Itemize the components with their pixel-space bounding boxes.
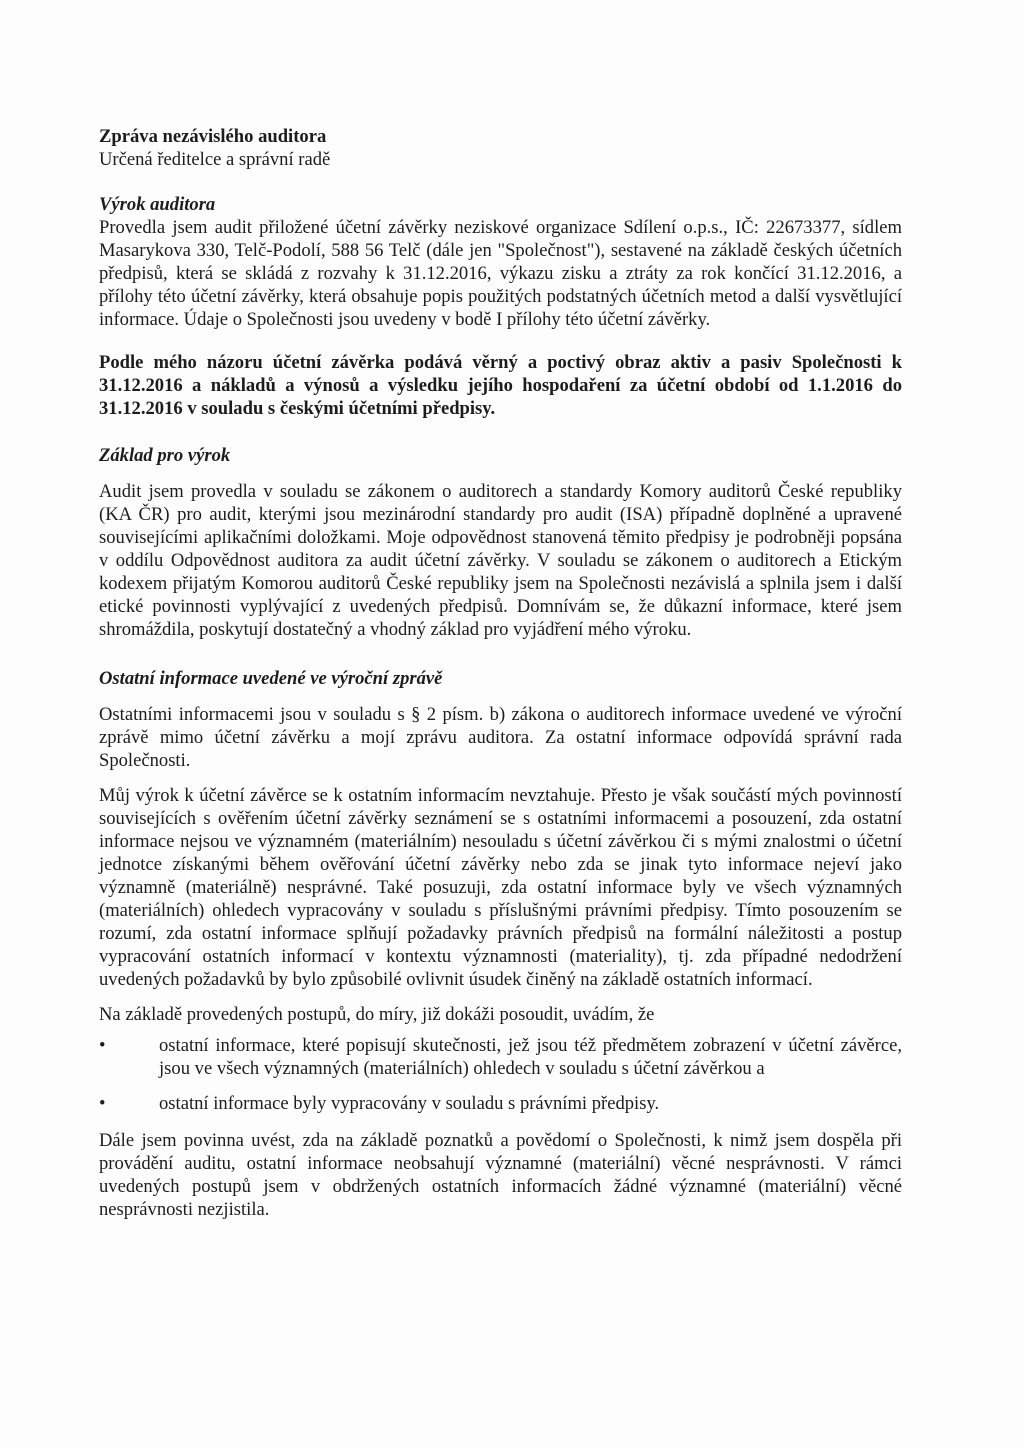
section-heading-other-info: Ostatní informace uvedené ve výroční zprávě — [99, 668, 443, 689]
other-info-paragraph-4: Dále jsem povinna uvést, zda na základě poznatků a povědomí o Společnosti, k nimž jsem dospěla při provádění auditu, ostatní informace neobsahují významné (materiální) věcné nesprávnosti. V rámci uvedených postupů jsem v obdržených ostatních informacích žádné významné (materiální) věcné nesprávnosti nezjistila. — [99, 1130, 902, 1220]
opinion-statement: Podle mého názoru účetní závěrka podává věrný a poctivý obraz aktiv a pasiv Společnosti k 31.12.2016 a nákladů a výnosů a výsledku jejího hospodaření za účetní období od 1.1.2016 do 31.12.2016 v souladu s českými účetními předpisy. — [99, 352, 902, 419]
list-item — [99, 1034, 902, 1080]
section-heading-basis: Základ pro výrok — [99, 445, 231, 466]
list-item-text: ostatní informace, které popisují skutečnosti, jež jsou též předmětem zobrazení v účetní závěrce, jsou ve všech významných (materiálních) ohledech v souladu s účetní závěrkou a — [159, 1035, 902, 1079]
other-info-paragraph-3: Na základě provedených postupů, do míry, již dokáži posoudit, uvádím, že — [99, 1004, 655, 1025]
list-item-text: ostatní informace byly vypracovány v souladu s právními předpisy. — [159, 1093, 660, 1114]
report-recipient: Určená ředitelce a správní radě — [99, 149, 331, 170]
bullet-icon: • — [99, 1035, 106, 1056]
conclusion-list — [99, 1034, 902, 1115]
other-info-paragraph-1: Ostatními informacemi jsou v souladu s § 2 písm. b) zákona o auditorech informace uvedené ve výroční zprávě mimo účetní závěrku a mojí zprávu auditora. Za ostatní informace odpovídá správní rada Společnosti. — [99, 704, 902, 771]
opinion-paragraph: Provedla jsem audit přiložené účetní závěrky neziskové organizace Sdílení o.p.s., IČ: 22673377, sídlem Masarykova 330, Telč-Podolí, 588 56 Telč (dále jen "Společnost"), sestavené na základě českých účetních předpisů, která se skládá z rozvahy k 31.12.2016, výkazu zisku a ztráty za rok končící 31.12.2016, a přílohy této účetní závěrky, která obsahuje popis použitých podstatných účetních metod a další vysvětlující informace. Údaje o Společnosti jsou uvedeny v bodě I přílohy této účetní závěrky. — [99, 217, 902, 330]
section-heading-opinion: Výrok auditora — [99, 194, 216, 215]
bullet-icon: • — [99, 1093, 106, 1114]
list-item — [99, 1092, 902, 1115]
report-body — [99, 125, 902, 1221]
basis-paragraph: Audit jsem provedla v souladu se zákonem o auditorech a standardy Komory auditorů České republiky (KA ČR) pro audit, kterými jsou mezinárodní standardy pro audit (ISA) případně doplněné a upravené souvisejícími aplikačními doložkami. Moje odpovědnost stanovená těmito předpisy je podrobněji popsána v oddílu Odpovědnost auditora za audit účetní závěrky. V souladu se zákonem o auditorech a Etickým kodexem přijatým Komorou auditorů České republiky jsem na Společnosti nezávislá a splnila jsem i další etické povinnosti vyplývající z uvedených předpisů. Domnívám se, že důkazní informace, které jsem shromáždila, poskytují dostatečný a vhodný základ pro vyjádření mého výroku. — [99, 481, 902, 640]
other-info-paragraph-2: Můj výrok k účetní závěrce se k ostatním informacím nevztahuje. Přesto je však součástí mých povinností souvisejících s ověřením účetní závěrky seznámení se s ostatními informacemi a posouzení, zda ostatní informace nejsou ve významném (materiálním) nesouladu s účetní závěrkou či s mými znalostmi o účetní jednotce získanými během ověřování účetní závěrky nebo zda se jinak tyto informace nejeví jako významně (materiálně) nesprávné. Také posuzuji, zda ostatní informace byly ve všech významných (materiálních) ohledech vypracovány v souladu s příslušnými právními předpisy. Tímto posouzením se rozumí, zda ostatní informace splňují požadavky právních předpisů na formální náležitosti a postup vypracování ostatních informací v kontextu významnosti (materiality), tj. zda případné nedodržení uvedených požadavků by bylo způsobilé ovlivnit úsudek činěný na základě ostatních informací. — [99, 785, 902, 990]
report-title: Zpráva nezávislého auditora — [99, 126, 327, 147]
